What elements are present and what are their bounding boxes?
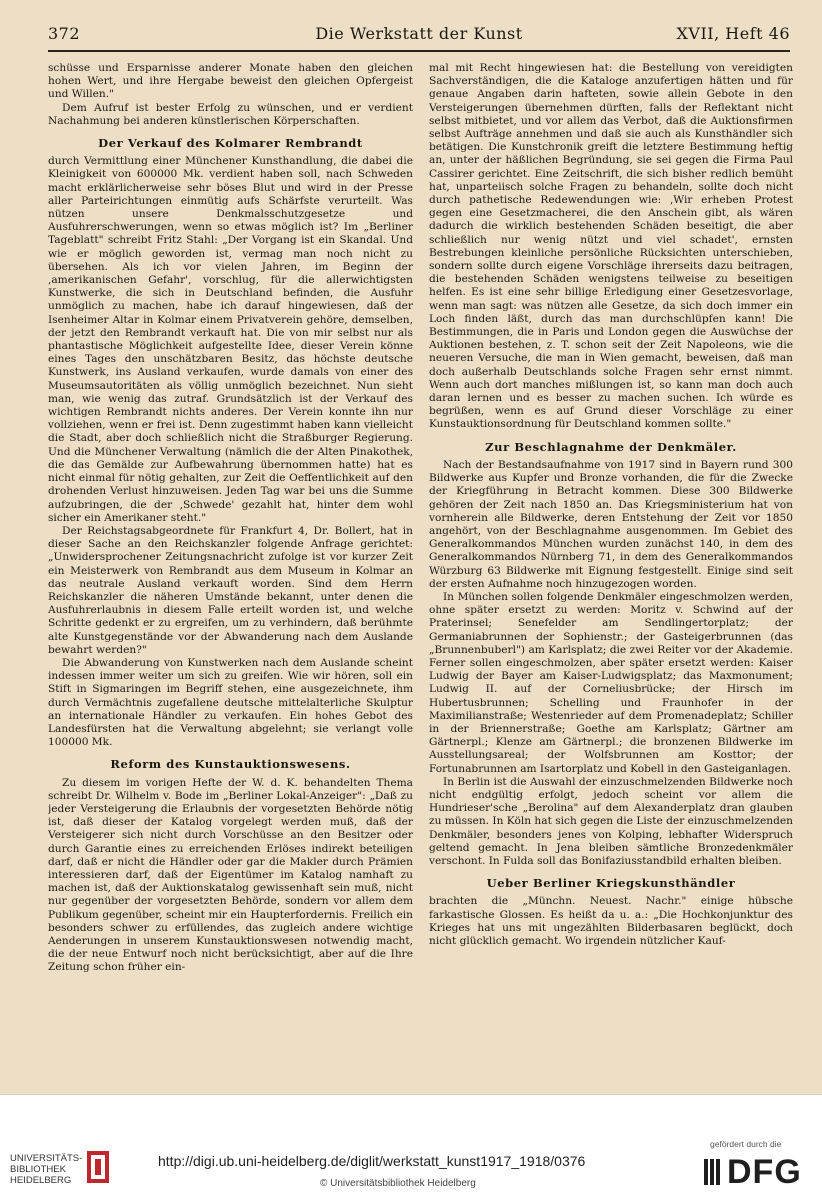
paragraph: Nach der Bestandsaufnahme von 1917 sind in Bayern rund 300 Bildwerke aus Kupfer und Bronze vorhanden, die für die Zwecke der Kriegführung in Betracht kommen. Diese 300 Bildwerke gehören der Zeit nach 1850 an. Das Kriegsministerium hat von vornherein alle Bildwerke, deren Entstehung der Zeit vor 1850 angehört, von der Beschlagnahme ausgenommen. Im Gebiet des Generalkommandos München wurden zunächst 140, in dem des Generalkommandos Nürnberg 71, in dem des Generalkommandos Würzburg 63 Bildwerke mit Eignung festgestellt. Einige sind seit der ersten Aufnahme noch hinzugezogen worden.	[429, 458, 793, 590]
section-heading: Ueber Berliner Kriegskunsthändler	[486, 876, 736, 891]
section-heading: Reform des Kunstauktionswesens.	[110, 757, 351, 772]
journal-title: Die Werkstatt der Kunst	[315, 24, 523, 43]
paragraph: In München sollen folgende Denkmäler eingeschmolzen werden, ohne später ersetzt zu werden: Moritz v. Schwind auf der Praterinsel; Senefelder am Sendlingertorplatz; der Germaniabrunnen der Sophienstr.; der Gasteigerbrunnen (das „Brunnenbuberl") am Karlsplatz; die zwei Reiter vor der Akademie. Ferner sollen eingeschmolzen, aber später ersetzt werden: Kaiser Ludwig der Bayer am Kaiser-Ludwigsplatz; das Maxmonument; Ludwig II. auf der Corneliusbrücke; der Hirsch im Hubertusbrunnen; Schelling und Fraunhofer in der Maximilianstraße; Westenrieder auf dem Promenadeplatz; Schiller in der Briennerstraße; Goethe am Karlsplatz; Gärtner am Gärtnerpl.; Klenze am Gärtnerpl.; die bronzenen Bildwerke im Ausstellungsareal; der Wolfsbrunnen am Kosttor; der Fortunabrunnen am Isartorplatz und Kobell in den Gasteiganlagen.	[429, 590, 793, 775]
permalink-url[interactable]: http://digi.ub.uni-heidelberg.de/diglit/werkstatt_kunst1917_1918/0376	[158, 1153, 586, 1169]
paragraph: brachten die „Münchn. Neuest. Nachr." einige hübsche farkastische Glossen. Es heißt da u. a.: „Die Hochkonjunktur des Krieges hat uns mit ungezählten Bilderbasaren beglückt, doch nicht glücklich gemacht. Wo irgendein nützlicher Kauf-	[429, 895, 793, 947]
dfg-logo: DFG	[727, 1153, 802, 1191]
dfg-mark-icon	[702, 1155, 722, 1189]
paragraph: durch Vermittlung einer Münchener Kunsthandlung, die dabei die Kleinigkeit von 600000 Mk. verdient haben soll, nach Schweden macht erklärlicherweise sehr böses Blut und wird in der Presse aller Parteirichtungen einmütig aufs Schärfste verurteilt. Was nützen unsere Denkmalsschutzgesetze und Ausfuhrerschwerungen, wenn so etwas möglich ist? Im „Berliner Tageblatt" schreibt Fritz Stahl: „Der Vorgang ist ein Skandal. Und wie er möglich geworden ist, vermag man noch nicht zu übersehen. Als ich vor vielen Jahren, im Beginn der ‚amerikanischen Gefahr', vorschlug, für die allerwichtigsten Kunstwerke, die sich in Deutschland befinden, die Ausfuhr unmöglich zu machen, habe ich darauf hingewiesen, daß der Isenheimer Altar in Kolmar einem Privatverein gehöre, demselben, der jetzt den Rembrandt verkauft hat. Die von mir selbst nur als phantastische Möglichkeit aufgestellte Idee, dieser Verein könne eines Tages den unschätzbaren Besitz, das höchste deutsche Kunstwerk, ins Ausland verkaufen, wurde damals von einer des Museumsautoritäten als völlig unmöglich bezeichnet. Nun sieht man, wie wenig das zutraf. Grundsätzlich ist der Verkauf des wichtigen Rembrandt nichts anderes. Der Verein konnte ihn nur vollziehen, wenn er frei ist. Denn zugestimmt haben kann vielleicht die Stadt, aber doch schließlich nicht die Straßburger Regierung. Und die Münchener Verwaltung (nämlich die der Alten Pinakothek, die das Gemälde zur Aufbewahrung übernommen hatte) hat es nicht einmal für nötig gehalten, zur Zeit die Oeffentlichkeit auf den drohenden Verlust hinzuweisen. Jeden Tag war bei uns die Summe aufzubringen, die der ‚Schwede' gezahlt hat, hinter dem wohl sicher ein Amerikaner steht."	[48, 155, 413, 524]
library-name-line: HEIDELBERG	[10, 1175, 72, 1186]
left-column	[48, 62, 413, 1094]
issue-label: XVII, Heft 46	[676, 24, 790, 43]
paragraph: Der Reichstagsabgeordnete für Frankfurt 4, Dr. Bollert, hat in dieser Sache an den Reichskanzler folgende Anfrage gerichtet: „Unwidersprochener Zeitungsnachricht zufolge ist vor kurzer Zeit ein Meisterwerk von Rembrandt aus dem Museum in Kolmar an das neutrale Ausland verkauft worden. Sind dem Herrn Reichskanzler die näheren Umstände bekannt, unter denen die Ausfuhrerlaubnis in diesem Falle erteilt worden ist, und welche Schritte gedenkt er zu ergreifen, um zu verhindern, daß berühmte alte Kunstgegenstände vor der Abwanderung nach dem Auslande bewahrt werden?"	[48, 524, 413, 656]
section-heading: Zur Beschlagnahme der Denkmäler.	[485, 439, 737, 454]
library-name-line: UNIVERSITÄTS-	[10, 1153, 83, 1164]
section-heading: Der Verkauf des Kolmarer Rembrandt	[98, 136, 363, 151]
paragraph: In Berlin ist die Auswahl der einzuschmelzenden Bildwerke noch nicht endgültig erfolgt, jedoch scheint vor allem die Hundrieser'sche „Berolina" auf dem Alexanderplatz dran glauben zu müssen. In Köln hat sich gegen die Liste der einzuschmelzenden Denkmäler, besonders jenes von Kolping, lebhafter Widerspruch geltend gemacht. In Jena bleiben sämtliche Bronzedenkmäler verschont. In Fulda soll das Bonifaziusstandbild erhalten bleiben.	[429, 775, 793, 867]
paragraph: mal mit Recht hingewiesen hat: die Bestellung von vereidigten Sachverständigen, die die Kataloge anzufertigen hätten und für genaue Angaben darin hafteten, sowie allein Gebote in den Versteigerungen übernehmen dürften, falls der Reflektant nicht selbst mitbietet, und vor allem das Verbot, daß die Auktionsfirmen selbst Aufträge annehmen und daß sie auch als Kunsthändler sich betätigen. Die Kunstchronik greift die letztere Bestimmung heftig an, unter der häßlichen Begründung, sie sei gegen die Firma Paul Cassirer gerichtet. Eine Zeitschrift, die sich bisher redlich bemüht hat, unparteiisch solche Fragen zu behandeln, sollte doch nicht durch pathetische Redewendungen wie: ‚Wir erheben Protest gegen eine Gesetzmacherei, die den Anschein gibt, als wären dadurch die wirklich bestehenden Schäden beseitigt, die aber schließlich nur wenig nützt und viel schadet', ernsten Bestrebungen kleinliche persönliche Rücksichten unterschieben, sondern sollte durch eigene Vorschläge ihrerseits dazu beitragen, die bestehenden Schäden wenigstens teilweise zu beseitigen helfen. Es ist eine sehr billige Erledigung einer Gesetzesvorlage, wenn man sagt: was nützen alle Gesetze, da sich doch immer ein Loch finden läßt, durch das man durchschlüpfen kann! Die Bestimmungen, die in Paris und London gegen die Auswüchse der Auktionen bestehen, z. T. schon seit der Zeit Napoleons, wie die neueren Versuche, die man in Wien gemacht, beweisen, daß man doch außerhalb Deutschlands solche Fragen sehr ernst nimmt. Wenn auch dort manches mißlungen ist, so kann man doch auch daran lernen und es besser zu machen suchen. Ich würde es begrüßen, wenn es auf Grund dieser Vorschläge zu einer Kunstauktionsordnung für Deutschland kommen sollte."	[429, 62, 793, 431]
funding-label: gefördert durch die	[710, 1139, 782, 1149]
page-header	[48, 20, 790, 48]
right-column	[429, 62, 793, 1094]
header-rule	[48, 50, 790, 52]
footer-bar	[0, 1094, 822, 1202]
paragraph: schüsse und Ersparnisse anderer Monate haben den gleichen hohen Wert, und ihre Hergabe beweist den gleichen Opfergeist und Willen."	[48, 62, 413, 101]
copyright-notice: © Universitätsbibliothek Heidelberg	[320, 1178, 476, 1189]
paragraph: Die Abwanderung von Kunstwerken nach dem Auslande scheint indessen immer weiter um sich zu greifen. Wie wir hören, soll ein Stift in Sigmaringen im Begriff stehen, eine ausgezeichnete, ihm durch Vermächtnis zugefallene deutsche mittelalterliche Skulptur an internationale Händler zu verkaufen. Ein hohes Gebot des Landesfürsten hat die Verwaltung abgelehnt; sie verlangt volle 100000 Mk.	[48, 656, 413, 749]
library-name	[10, 1153, 82, 1186]
library-name-line: BIBLIOTHEK	[10, 1164, 66, 1175]
library-logo-icon	[86, 1149, 110, 1185]
paragraph: Dem Aufruf ist bester Erfolg zu wünschen, und er verdient Nachahmung bei anderen künstlerischen Körperschaften.	[48, 101, 413, 127]
paragraph: Zu diesem im vorigen Hefte der W. d. K. behandelten Thema schreibt Dr. Wilhelm v. Bode im „Berliner Lokal-Anzeiger": „Daß zu jeder Versteigerung die Erlaubnis der vorgesetzten Behörde nötig ist, daß dieser der Katalog vorgelegt werden muß, daß der Versteigerer sich nicht durch Vorschüsse an den Besitzer oder durch Garantie eines zu erreichenden Erlöses indirekt beteiligen darf, daß er nicht die Händler oder gar die Makler durch Prämien interessieren darf, daß der Eigentümer im Katalog namhaft zu machen ist, daß der Auktionskatalog gewissenhaft sein muß, nicht nur gegenüber der vorgesetzten Behörde, sondern vor allem dem Publikum gegenüber, scheint mir ein Haupterfordernis. Freilich ein besonders schwer zu erfüllendes, das zugleich andere wichtige Aenderungen in unserem Kunstauktionswesen notwendig macht, die der neue Entwurf noch nicht berücksichtigt, aber auf die Ihre Zeitung schon früher ein-	[48, 776, 413, 974]
page-number: 372	[48, 24, 81, 43]
